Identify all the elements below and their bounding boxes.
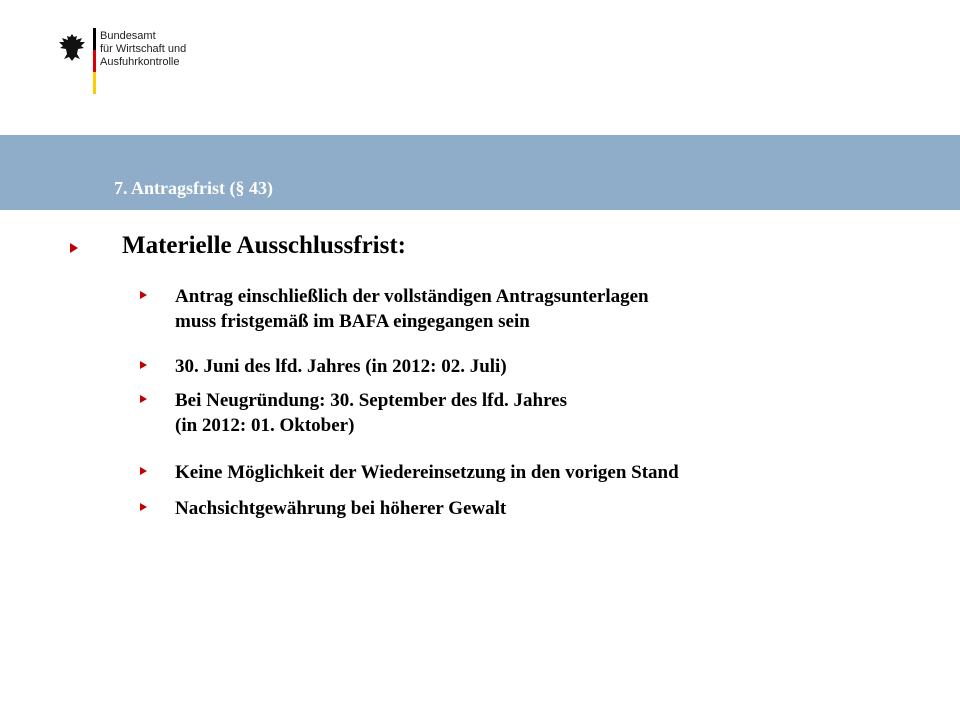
sub-bullet xyxy=(140,496,506,521)
sub-bullet xyxy=(140,284,649,334)
sub-bullet-text xyxy=(175,496,506,521)
bullet-line: Keine Möglichkeit der Wiedereinsetzung in den vorigen Stand xyxy=(175,462,679,483)
slide-title: 7. Antragsfrist (§ 43) xyxy=(114,178,273,198)
bullet-arrow-icon xyxy=(140,503,147,511)
organization-name xyxy=(100,30,186,69)
german-flag-stripe xyxy=(93,28,96,94)
bullet-arrow-icon xyxy=(70,243,78,253)
sub-bullet-text xyxy=(175,354,507,379)
bafa-logo xyxy=(58,28,258,98)
bullet-line: Bei Neugründung: 30. September des lfd. Jahres xyxy=(175,390,567,411)
sub-bullet-text xyxy=(175,460,679,485)
bullet-arrow-icon xyxy=(140,395,147,403)
bullet-line: muss fristgemäß im BAFA eingegangen sein xyxy=(175,311,530,332)
federal-eagle-icon xyxy=(58,32,86,62)
sub-bullet xyxy=(140,354,507,379)
bullet-line: Antrag einschließlich der vollständigen Antragsunterlagen xyxy=(175,286,649,307)
sub-bullet xyxy=(140,388,567,438)
title-band xyxy=(0,135,960,210)
bullet-line: (in 2012: 01. Oktober) xyxy=(175,415,355,436)
main-bullet-text: Materielle Ausschlussfrist: xyxy=(122,232,406,259)
sub-bullet xyxy=(140,460,679,485)
bullet-arrow-icon xyxy=(140,467,147,475)
main-bullet xyxy=(70,232,406,260)
sub-bullet-text xyxy=(175,388,567,438)
org-line: für Wirtschaft und xyxy=(100,43,187,55)
org-line: Ausfuhrkontrolle xyxy=(100,56,180,68)
bullet-line: 30. Juni des lfd. Jahres (in 2012: 02. Juli) xyxy=(175,356,507,377)
bullet-line: Nachsichtgewährung bei höherer Gewalt xyxy=(175,498,507,519)
bullet-arrow-icon xyxy=(140,291,147,299)
bullet-arrow-icon xyxy=(140,361,147,369)
org-line: Bundesamt xyxy=(100,30,156,42)
sub-bullet-text xyxy=(175,284,649,334)
